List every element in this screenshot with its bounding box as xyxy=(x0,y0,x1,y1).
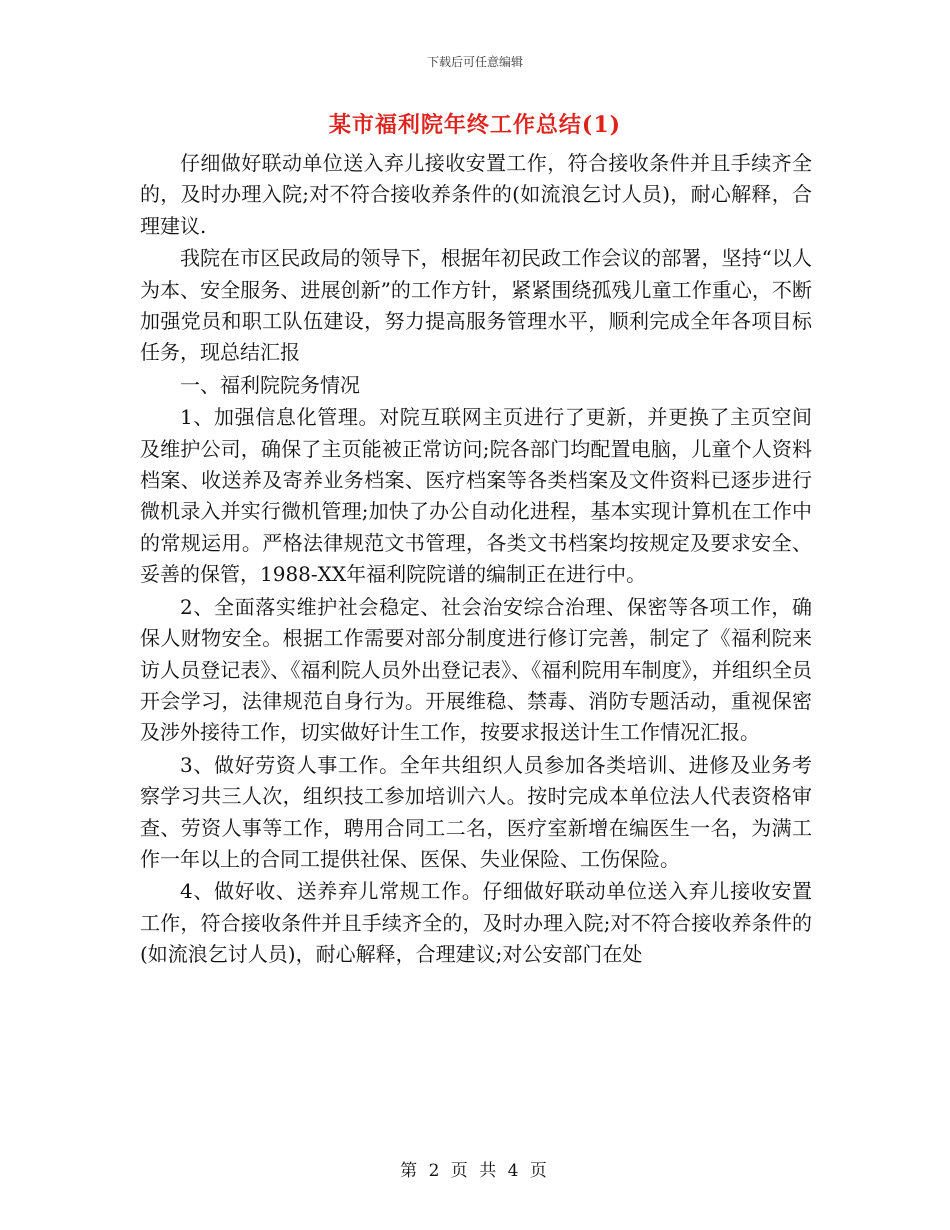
paragraph: 2、全面落实维护社会稳定、社会治安综合治理、保密等各项工作，确保人财物安全。根据工作需要对部分制度进行修订完善，制定了《福利院来访人员登记表》、《福利院人员外出登记表》、《福利院用车制度》，并组织全员开会学习，法律规范自身行为。开展维稳、禁毒、消防专题活动，重视保密及涉外接待工作，切实做好计生工作，按要求报送计生工作情况汇报。 xyxy=(140,594,812,745)
header-note: 下载后可任意编辑 xyxy=(426,55,523,69)
paragraph: 1、加强信息化管理。对院互联网主页进行了更新，并更换了主页空间及维护公司，确保了主页能被正常访问;院各部门均配置电脑，儿童个人资料档案、收送养及寄养业务档案、医疗档案等各类档案及文件资料已逐步进行微机录入并实行微机管理;加快了办公自动化进程，基本实现计算机在工作中的常规运用。严格法律规范文书管理，各类文书档案均按规定及要求安全、妥善的保管，1988-XX年福利院院谱的编制正在进行中。 xyxy=(140,405,812,587)
document-title: 某市福利院年终工作总结(1) xyxy=(328,112,622,138)
page-number: 第 2 页 共 4 页 xyxy=(400,1161,550,1181)
section-heading: 一、福利院院务情况 xyxy=(180,372,360,397)
paragraph: 我院在市区民政局的领导下，根据年初民政工作会议的部署，坚持“以人为本、安全服务、进展创新”的工作方针，紧紧围绕孤残儿童工作重心，不断加强党员和职工队伍建设，努力提高服务管理水平，顺利完成全年各项目标任务，现总结汇报 xyxy=(140,246,812,365)
document-body xyxy=(140,148,812,972)
paragraph: 3、做好劳资人事工作。全年共组织人员参加各类培训、进修及业务考察学习共三人次，组织技工参加培训六人。按时完成本单位法人代表资格审查、劳资人事等工作，聘用合同工二名，医疗室新增在编医生一名，为满工作一年以上的合同工提供社保、医保、失业保险、工伤保险。 xyxy=(140,752,812,871)
paragraph: 仔细做好联动单位送入弃儿接收安置工作，符合接收条件并且手续齐全的，及时办理入院;对不符合接收养条件的(如流浪乞讨人员)，耐心解释，合理建议. xyxy=(140,151,812,238)
paragraph: 4、做好收、送养弃儿常规工作。仔细做好联动单位送入弃儿接收安置工作，符合接收条件并且手续齐全的，及时办理入院;对不符合接收养条件的(如流浪乞讨人员)，耐心解释，合理建议;对公安部门在处 xyxy=(140,879,812,967)
